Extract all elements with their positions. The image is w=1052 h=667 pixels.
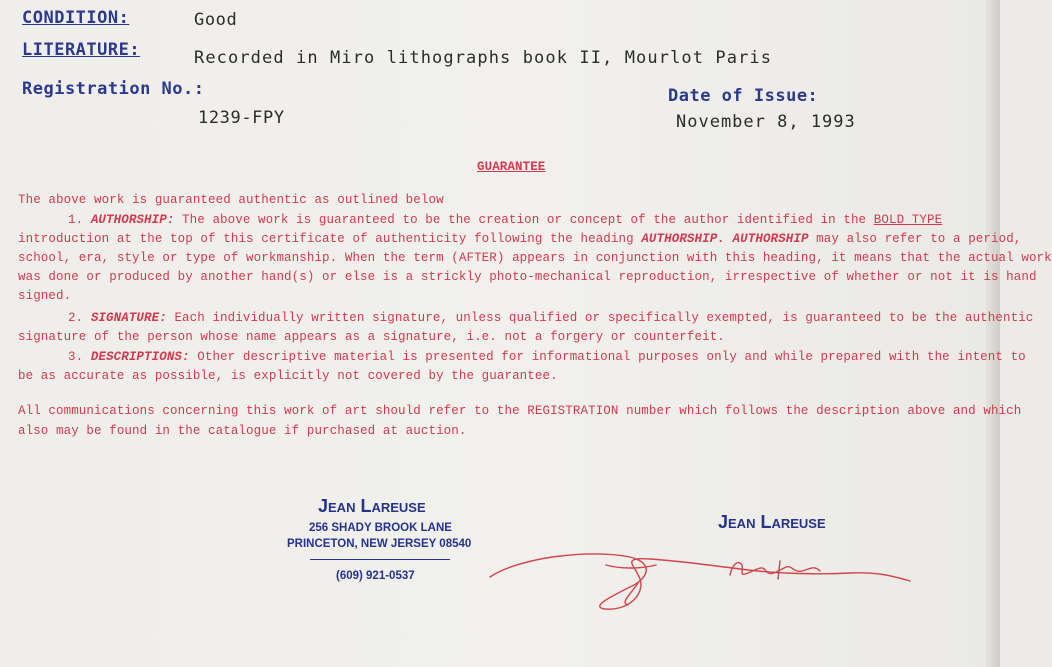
signature-name: Jean Lareuse [718, 512, 826, 532]
communications-line2: also may be found in the catalogue if purchased at auction. [18, 424, 467, 438]
paragraph-authorship-line5: signed. [18, 289, 72, 303]
letterhead-city: PRINCETON, NEW JERSEY 08540 [287, 538, 472, 550]
date-label: Date of Issue: [668, 86, 819, 106]
literature-label: LITERATURE: [22, 40, 141, 60]
paragraph-signature-line1: 2. SIGNATURE: Each individually written signature, unless qualified or specifically exempted, is guaranteed to be the authentic [68, 311, 1034, 325]
paragraph-authorship-line3: school, era, style or type of workmanship. When the term (AFTER) appears in conjunction with this heading, it means that the actual work [18, 251, 1052, 265]
date-value: November 8, 1993 [676, 112, 856, 132]
paragraph-authorship-line2: introduction at the top of this certificate of authenticity following the heading AUTHORSHIP. AUTHORSHIP may also refer to a period, [18, 232, 1022, 246]
literature-value: Recorded in Miro lithographs book II, Mourlot Paris [194, 48, 773, 68]
guarantee-intro: The above work is guaranteed authentic as outlined below [18, 193, 444, 207]
letterhead-address: 256 SHADY BROOK LANE [309, 522, 452, 534]
letterhead-divider [310, 559, 450, 560]
condition-label: CONDITION: [22, 8, 130, 28]
letterhead-name: Jean Lareuse [318, 496, 426, 516]
registration-value: 1239-FPY [198, 108, 285, 128]
registration-label: Registration No.: [22, 79, 205, 99]
communications-line1: All communications concerning this work of art should refer to the REGISTRATION number which follows the description above and which [18, 404, 1022, 418]
handwritten-signature [480, 535, 920, 615]
paragraph-descriptions-line1: 3. DESCRIPTIONS: Other descriptive material is presented for informational purposes only and while prepared with the intent to [68, 350, 1026, 364]
letterhead-phone: (609) 921-0537 [336, 570, 415, 582]
guarantee-title: GUARANTEE [477, 160, 546, 174]
paragraph-authorship-line1: 1. AUTHORSHIP: The above work is guaranteed to be the creation or concept of the author identified in the BOLD TYPE [68, 213, 943, 227]
paragraph-authorship-line4: was done or produced by another hand(s) or else is a strickly photo-mechanical reproduction, irrespective of whether or not it is hand [18, 270, 1037, 284]
paragraph-signature-line2: signature of the person whose name appears as a signature, i.e. not a forgery or counterfeit. [18, 330, 725, 344]
condition-value: Good [194, 10, 238, 30]
paper-edge [986, 0, 1000, 667]
paragraph-descriptions-line2: be as accurate as possible, is explicitly not covered by the guarantee. [18, 369, 558, 383]
